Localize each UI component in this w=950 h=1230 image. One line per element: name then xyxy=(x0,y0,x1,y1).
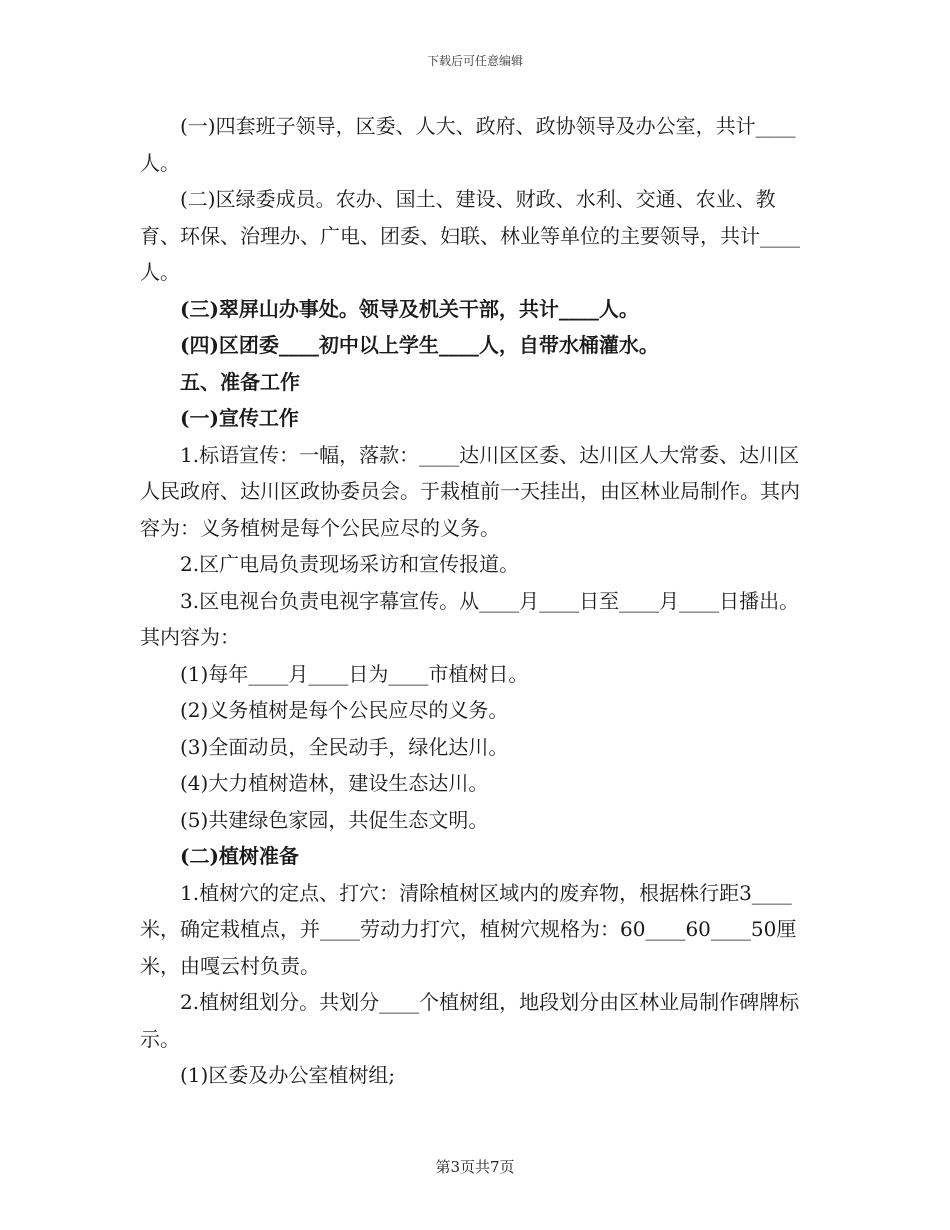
paragraph: 2.植树组划分。共划分____个植树组，地段划分由区林业局制作碑牌标示。 xyxy=(140,990,800,1051)
document-body xyxy=(140,108,812,1094)
page-header: 下载后可任意编辑 xyxy=(426,54,523,68)
paragraph: 1.标语宣传：一幅，落款：____达川区区委、达川区人大常委、达川区人民政府、达川区政协委员会。于栽植前一天挂出，由区林业局制作。其内容为：义务植树是每个公民应尽的义务。 xyxy=(140,442,800,540)
paragraph: (4)大力植树造林，建设生态达川。 xyxy=(180,771,489,795)
paragraph: (一)四套班子领导，区委、人大、政府、政协领导及办公室，共计____人。 xyxy=(140,114,796,175)
paragraph: (四)区团委____初中以上学生____人，自带水桶灌水。 xyxy=(180,333,659,357)
paragraph: (二)区绿委成员。农办、国土、建设、财政、水利、交通、农业、教育、环保、治理办、广电、团委、妇联、林业等单位的主要领导，共计____人。 xyxy=(140,187,800,284)
page-footer: 第3页共7页 xyxy=(435,1158,515,1176)
paragraph: 2.区广电局负责现场采访和宣传报道。 xyxy=(180,552,520,576)
paragraph: (5)共建绿色家园，共促生态文明。 xyxy=(180,807,489,832)
paragraph: (三)翠屏山办事处。领导及机关干部，共计____人。 xyxy=(180,296,639,321)
paragraph: 3.区电视台负责电视字幕宣传。从____月____日至____月____日播出。其内容为： xyxy=(140,588,800,649)
paragraph: (3)全面动员，全民动手，绿化达川。 xyxy=(180,734,509,759)
paragraph: 1.植树穴的定点、打穴：清除植树区域内的废弃物，根据株行距3____米，确定栽植点，并____劳动力打穴，植树穴规格为：60____60____50厘米，由嘎云村负责。 xyxy=(140,880,797,978)
paragraph: (1)区委及办公室植树组; xyxy=(180,1063,396,1087)
paragraph: (二)植树准备 xyxy=(180,844,299,868)
paragraph: (1)每年____月____日为____市植树日。 xyxy=(180,661,529,686)
paragraph: 五、准备工作 xyxy=(180,369,300,394)
paragraph: (2)义务植树是每个公民应尽的义务。 xyxy=(180,698,509,722)
paragraph: (一)宣传工作 xyxy=(180,406,299,430)
